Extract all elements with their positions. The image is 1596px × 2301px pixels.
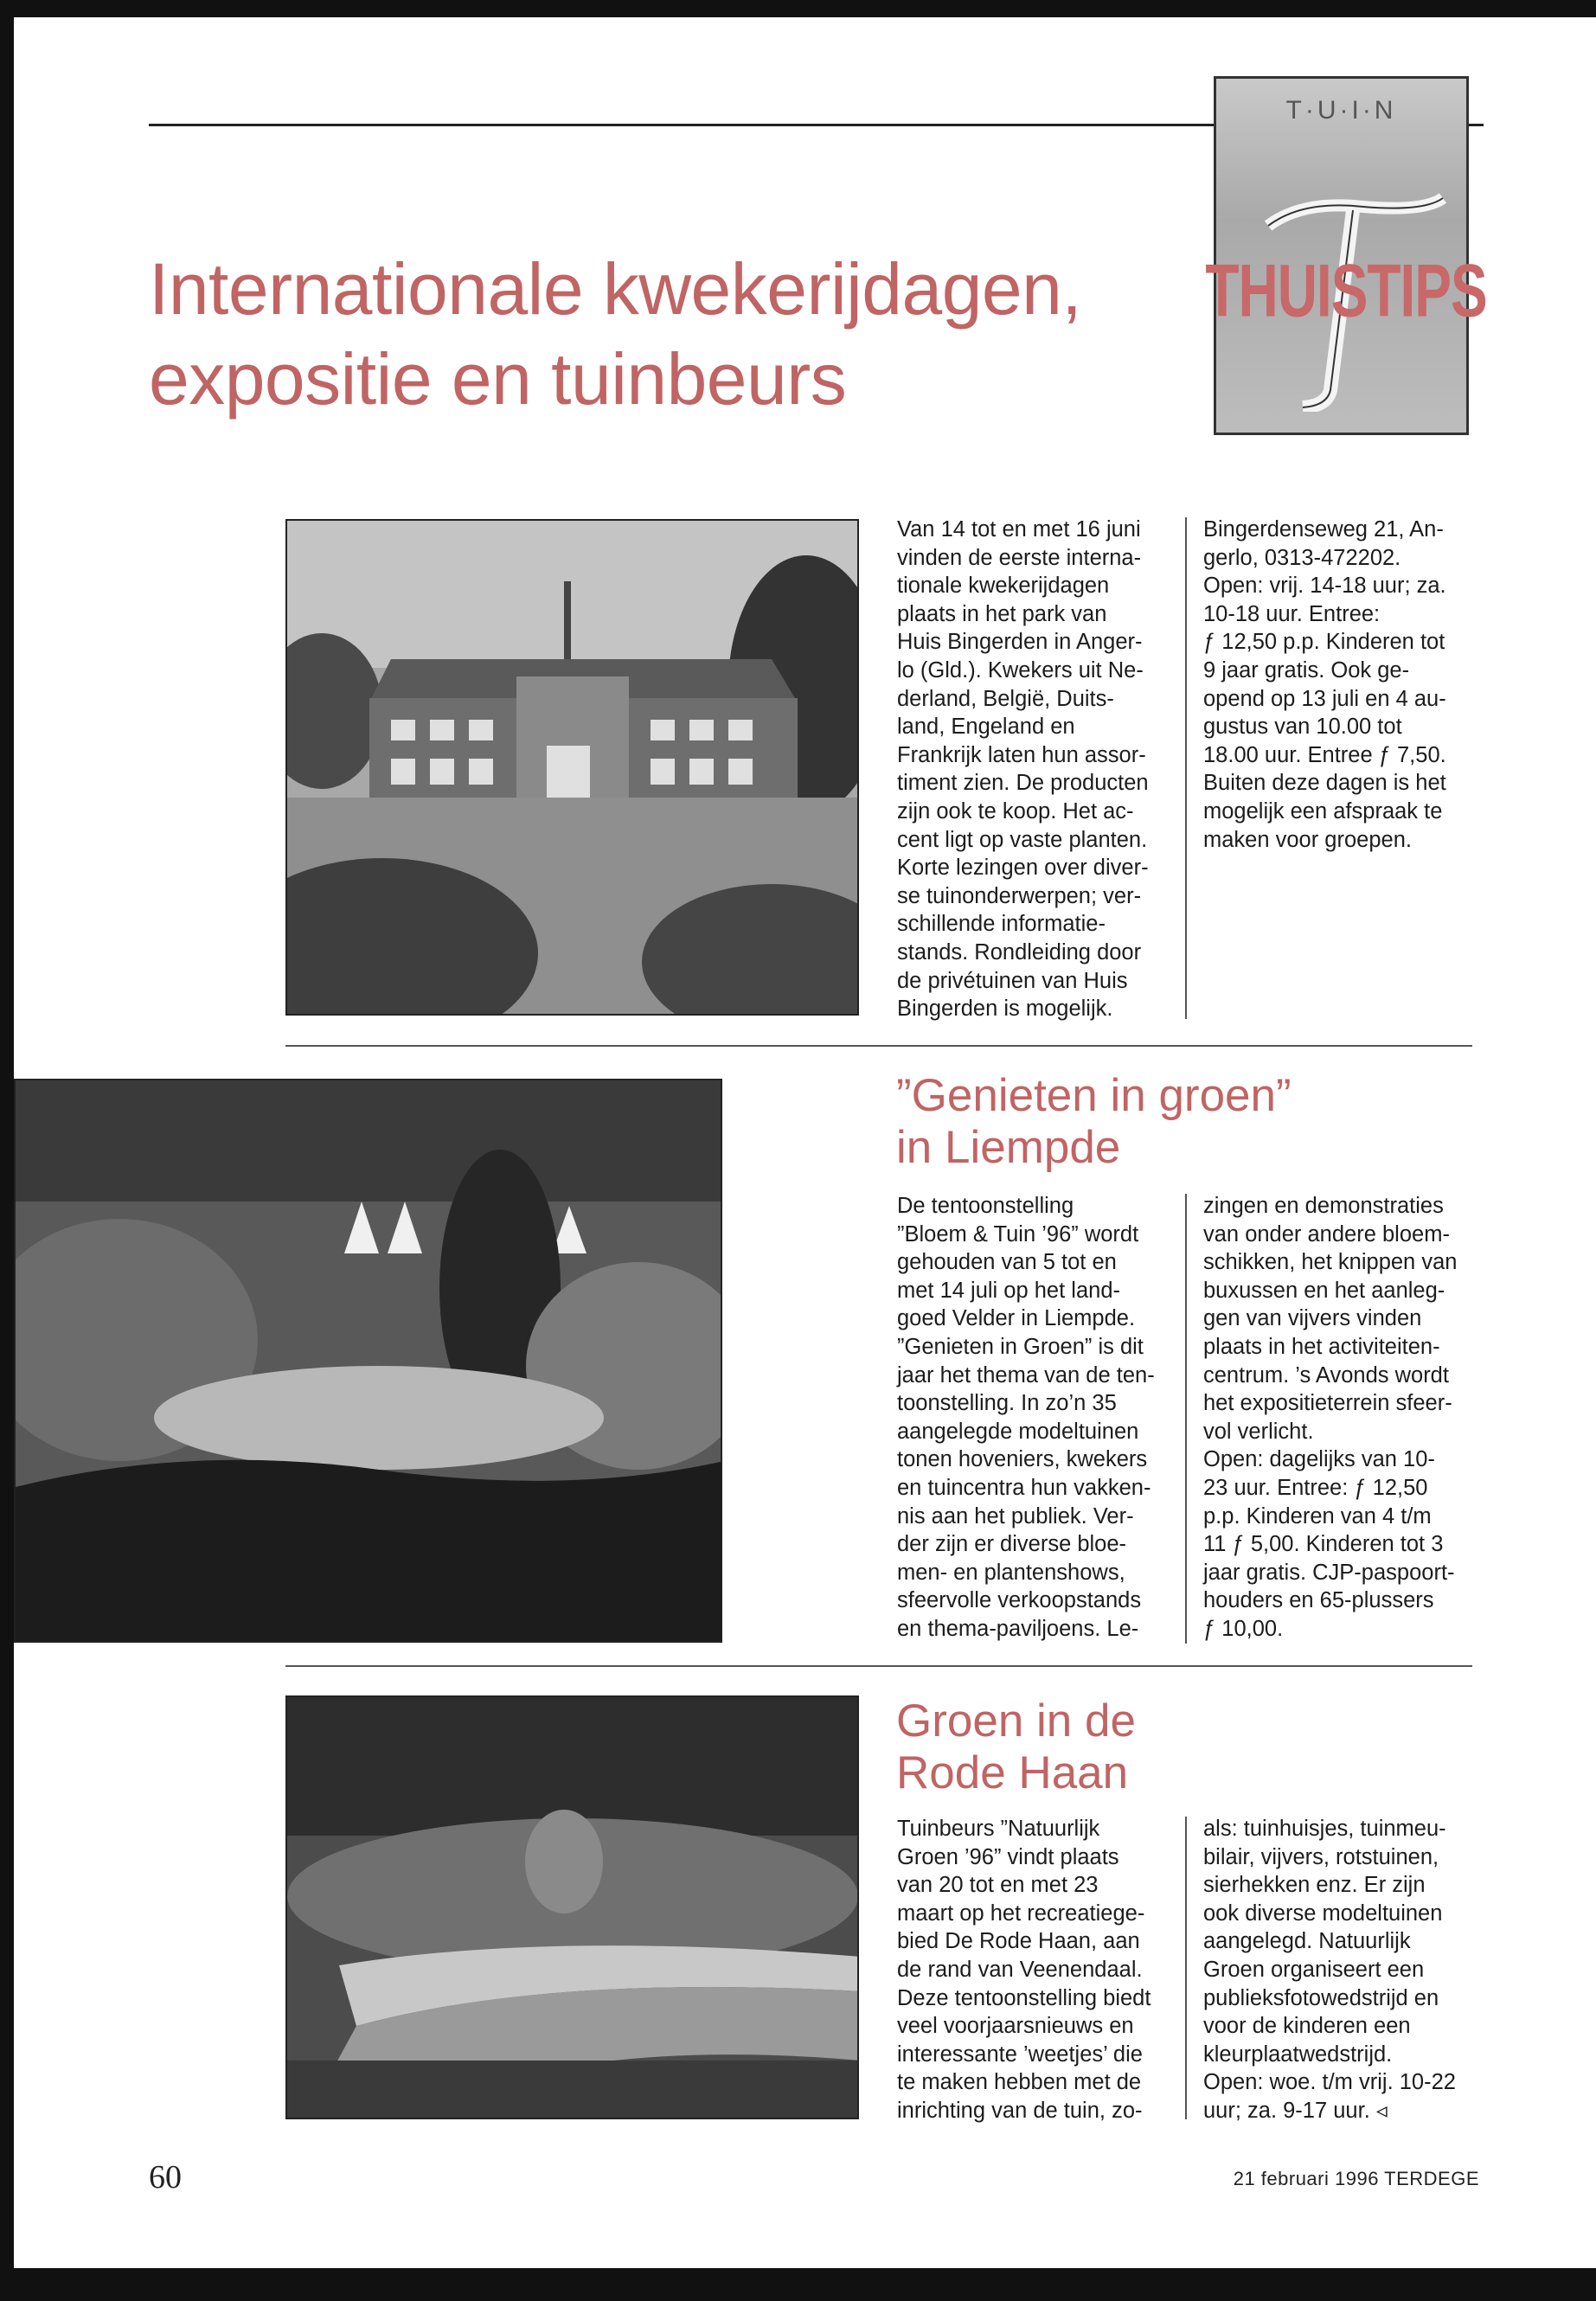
article1-column1: Van 14 tot en met 16 juni vinden de eerste interna- tionale kwekerijdagen plaats in het park van Huis Bingerden in Anger- lo (Gld.). Kwekers uit Ne- derland, België, Duits- land, Engeland en Frankrijk laten hun assor- timent zien. De producten zijn ook te koop. Het ac- cent ligt op vaste planten. Korte lezingen over diver- se tuinonderwerpen; ver- schillende informatie- stands. Rondleiding door de privétuinen van Huis Bingerden is mogelijk. xyxy=(897,517,1149,1022)
page-number: 60 xyxy=(149,2159,182,2195)
article1-column-divider xyxy=(1185,517,1187,1019)
section-divider-2 xyxy=(285,1665,1472,1667)
issue-date: 21 februari 1996 TERDEGE xyxy=(1233,2168,1479,2189)
scan-border-top xyxy=(0,0,1596,17)
photo-rode-haan xyxy=(285,1695,859,2119)
article3-column1: Tuinbeurs ”Natuurlijk Groen ’96” vindt plaats van 20 tot en met 23 maart op het recreatiege- bied De Rode Haan, aan de rand van Veenendaal. Deze tentoonstelling biedt veel voorjaarsnieuws en interessante ’weetjes’ die te maken hebben met de inrichting van de tuin, zo- xyxy=(897,1817,1151,2123)
article3-column-divider xyxy=(1185,1817,1187,2119)
article2-title: ”Genieten in groen” in Liempde xyxy=(896,1070,1292,1173)
article1-title-line2: expositie en tuinbeurs xyxy=(149,338,847,420)
scan-border-left xyxy=(0,0,14,2301)
logo-tuin-label: T·U·I·N xyxy=(1285,96,1397,125)
article2-column1: De tentoonstelling ”Bloem & Tuin ’96” wordt gehouden van 5 tot en met 14 juli op het land- goed Velder in Liempde. ”Genieten in Groen” is dit jaar het thema van de ten- toonstelling. In zo’n 35 aangelegde modeltuinen tonen hoveniers, kwekers en tuincentra hun vakken- nis aan het publiek. Ver- der zijn er diverse bloe- men- en plantenshows, sfeervolle verkoopstands en thema-paviljoens. Le- xyxy=(897,1194,1155,1641)
photo-bloem-en-tuin xyxy=(14,1079,722,1643)
thuistips-logo xyxy=(1205,76,1487,435)
logo-wordmark: THUISTIPS xyxy=(1205,248,1487,333)
article2-column2: zingen en demonstraties van onder andere bloem- schikken, het knippen van buxussen en het aanleg- gen van vijvers vinden plaats in het activiteiten- centrum. ’s Avonds wordt het expositieterrein sfeer- vol verlicht. Open: dagelijks van 10- 23 uur. Entree: ƒ 12,50 p.p. Kinderen van 4 t/m 11 ƒ 5,00. Kinderen tot 3 jaar gratis. CJP-paspoort- houders en 65-plussers ƒ 10,00. xyxy=(1203,1194,1458,1641)
article3-column2: als: tuinhuisjes, tuinmeu- bilair, vijvers, rotstuinen, sierhekken enz. Er zijn ook diverse modeltuinen aangelegd. Natuurlijk Groen organiseert een publieksfotowedstrijd en voor de kinderen een kleurplaatwedstrijd. Open: woe. t/m vrij. 10-22 uur; za. 9-17 uur. ◃ xyxy=(1203,1817,1456,2123)
garden-pond-illustration xyxy=(16,1080,722,1643)
photo-huis-bingerden xyxy=(285,519,859,1016)
manor-house-illustration xyxy=(287,521,859,1016)
scan-border-bottom xyxy=(0,2268,1596,2301)
section-divider-1 xyxy=(285,1045,1472,1047)
article1-title xyxy=(149,244,1213,424)
article1-column2: Bingerdenseweg 21, An- gerlo, 0313-472202. Open: vrij. 14-18 uur; za. 10-18 uur. Entree: ƒ 12,50 p.p. Kinderen tot 9 jaar gratis. Ook ge- opend op 13 juli en 4 au- gustus van 10.00 tot 18.00 uur. Entree ƒ 7,50. Buiten deze dagen is het mogelijk een afspraak te maken voor groepen. xyxy=(1203,517,1446,852)
article3-title: Groen in de Rode Haan xyxy=(896,1695,1136,1798)
article2-column-divider xyxy=(1185,1194,1187,1644)
river-landscape-illustration xyxy=(287,1697,859,2119)
article1-title-line1: Internationale kwekerijdagen, xyxy=(149,248,1082,330)
